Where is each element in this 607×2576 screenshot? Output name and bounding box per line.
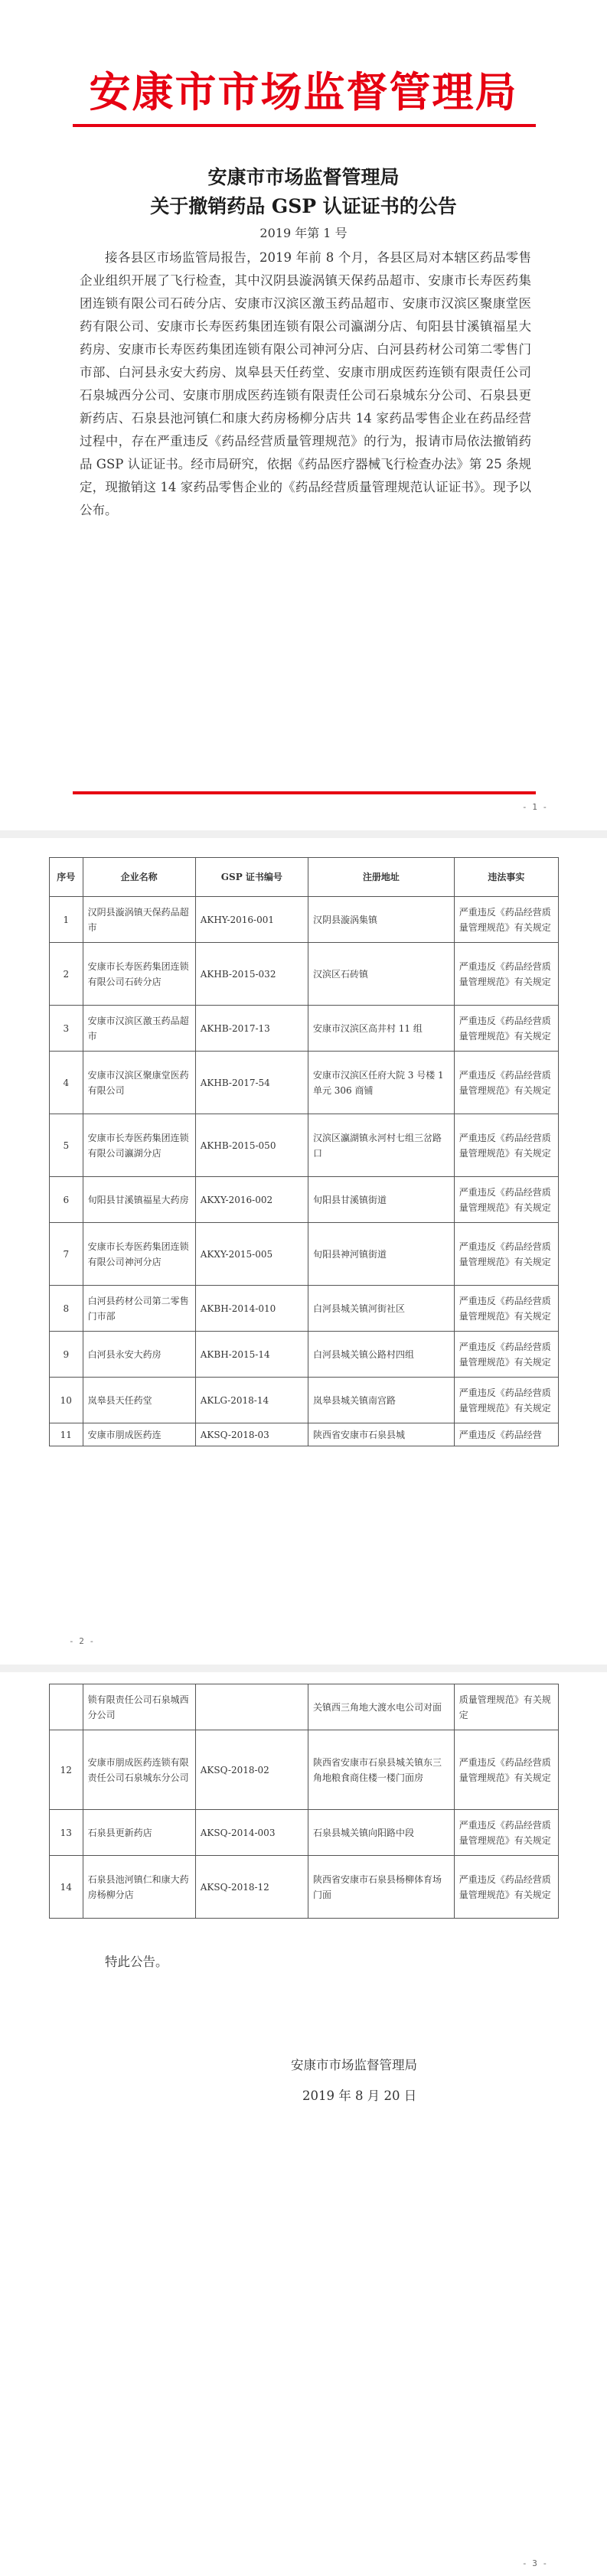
row-address: 白河县城关镇公路村四组 xyxy=(308,1332,454,1378)
page-3 xyxy=(0,1672,607,2576)
row-address: 旬阳县甘溪镇街道 xyxy=(308,1177,454,1223)
row-address: 汉滨区瀛湖镇永河村七组三岔路口 xyxy=(308,1114,454,1177)
table-row xyxy=(50,1378,559,1423)
row-address: 白河县城关镇河街社区 xyxy=(308,1286,454,1332)
row-no: 1 xyxy=(50,897,83,943)
row-company: 安康市朋成医药连锁有限责任公司石泉城东分公司 xyxy=(83,1730,195,1810)
table-row xyxy=(50,1856,559,1919)
row-violation: 质量管理规范》有关规定 xyxy=(454,1684,558,1730)
red-divider-top xyxy=(73,124,536,127)
row-address: 陕西省安康市石泉县杨柳体育场门面 xyxy=(308,1856,454,1919)
table-row xyxy=(50,1052,559,1114)
row-company: 安康市长寿医药集团连锁有限公司神河分店 xyxy=(83,1223,195,1286)
row-cert: AKXY-2016-002 xyxy=(195,1177,308,1223)
table-row xyxy=(50,1684,559,1730)
row-company: 石泉县池河镇仁和康大药房杨柳分店 xyxy=(83,1856,195,1919)
header-company: 企业名称 xyxy=(83,858,195,897)
row-company: 旬阳县甘溪镇福星大药房 xyxy=(83,1177,195,1223)
row-cert: AKHB-2017-13 xyxy=(195,1006,308,1052)
row-no: 10 xyxy=(50,1378,83,1423)
row-company: 白河县永安大药房 xyxy=(83,1332,195,1378)
row-no: 5 xyxy=(50,1114,83,1177)
row-company: 安康市长寿医药集团连锁有限公司石砖分店 xyxy=(83,943,195,1006)
row-cert: AKHB-2015-050 xyxy=(195,1114,308,1177)
page-1 xyxy=(0,0,607,830)
row-no: 6 xyxy=(50,1177,83,1223)
row-no: 9 xyxy=(50,1332,83,1378)
signature-date: 2019 年 8 月 20 日 xyxy=(302,2089,417,2103)
row-company: 安康市汉滨区激玉药品超市 xyxy=(83,1006,195,1052)
header-violation: 违法事实 xyxy=(454,858,558,897)
row-company: 石泉县更新药店 xyxy=(83,1810,195,1856)
row-address: 陕西省安康市石泉县城 xyxy=(308,1423,454,1446)
signature-organization: 安康市市场监督管理局 xyxy=(291,2058,417,2072)
row-cert: AKBH-2014-010 xyxy=(195,1286,308,1332)
row-address: 陕西省安康市石泉县城关镇东三角地粮食商住楼一楼门面房 xyxy=(308,1730,454,1810)
row-no: 2 xyxy=(50,943,83,1006)
row-violation: 严重违反《药品经营质量管理规范》有关规定 xyxy=(454,1177,558,1223)
row-company: 安康市汉滨区聚康堂医药有限公司 xyxy=(83,1052,195,1114)
page-number: - 2 - xyxy=(69,1636,95,1646)
notice-body: 接各县区市场监管局报告，2019 年前 8 个月，各县区局对本辖区药品零售企业组织开展了飞行检查，其中汉阴县漩涡镇天保药品超市、安康市长寿医药集团连锁有限公司石砖分店、安康市汉滨区激玉药品超市、安康市汉滨区聚康堂医药有限公司、安康市长寿医药集团连锁有限公司瀛湖分店、旬阳县甘溪镇福星大药房、安康市长寿医药集团连锁有限公司神河分店、白河县药材公司第二零售门市部、白河县永安大药房、岚皋县天任药堂、安康市朋成医药连锁有限责任公司石泉城西分公司、安康市朋成医药连锁有限责任公司石泉城东分公司、石泉县更新药店、石泉县池河镇仁和康大药房杨柳分店共 14 家药品零售企业在药品经营过程中，存在严重违反《药品经营质量管理规范》的行为，报请市局依法撤销药品 GSP 认证证书。经市局研究，依据《药品医疗器械飞行检查办法》第 25 条规定，现撤销这 14 家药品零售企业的《药品经营质量管理规范认证证书》。现予以公布。 xyxy=(80,250,531,517)
row-address: 石泉县城关镇向阳路中段 xyxy=(308,1810,454,1856)
row-company: 安康市朋成医药连 xyxy=(83,1423,195,1446)
notice-title-line1: 安康市市场监督管理局 xyxy=(207,166,400,188)
table-row xyxy=(50,1332,559,1378)
row-company: 白河县药材公司第二零售门市部 xyxy=(83,1286,195,1332)
row-cert: AKLG-2018-14 xyxy=(195,1378,308,1423)
row-cert: AKHB-2015-032 xyxy=(195,943,308,1006)
table-row xyxy=(50,943,559,1006)
row-violation: 严重违反《药品经营质量管理规范》有关规定 xyxy=(454,897,558,943)
closing-statement: 特此公告。 xyxy=(105,1955,168,1969)
row-no: 12 xyxy=(50,1730,83,1810)
row-violation: 严重违反《药品经营质量管理规范》有关规定 xyxy=(454,1223,558,1286)
row-company: 岚皋县天任药堂 xyxy=(83,1378,195,1423)
row-cert: AKSQ-2018-02 xyxy=(195,1730,308,1810)
page-number: - 1 - xyxy=(522,802,548,812)
document-number: 2019 年第 1 号 xyxy=(259,226,348,240)
row-violation: 严重违反《药品经营质量管理规范》有关规定 xyxy=(454,1286,558,1332)
row-no: 14 xyxy=(50,1856,83,1919)
table-row xyxy=(50,1810,559,1856)
row-address: 安康市汉滨区任府大院 3 号楼 1 单元 306 商铺 xyxy=(308,1052,454,1114)
row-cert: AKSQ-2014-003 xyxy=(195,1810,308,1856)
row-cert: AKHY-2016-001 xyxy=(195,897,308,943)
table-header-row xyxy=(50,858,559,897)
header-cert: GSP 证书编号 xyxy=(195,858,308,897)
org-banner-title: 安康市市场监督管理局 xyxy=(89,68,518,116)
row-violation: 严重违反《药品经营质量管理规范》有关规定 xyxy=(454,1730,558,1810)
table-row xyxy=(50,1177,559,1223)
table-row xyxy=(50,1006,559,1052)
row-no: 7 xyxy=(50,1223,83,1286)
table-row xyxy=(50,1114,559,1177)
row-violation: 严重违反《药品经营质量管理规范》有关规定 xyxy=(454,1114,558,1177)
row-cert: AKHB-2017-54 xyxy=(195,1052,308,1114)
row-address: 汉滨区石砖镇 xyxy=(308,943,454,1006)
page-2 xyxy=(0,838,607,1665)
row-violation: 严重违反《药品经营质量管理规范》有关规定 xyxy=(454,1332,558,1378)
row-company: 汉阴县漩涡镇天保药品超市 xyxy=(83,897,195,943)
row-violation: 严重违反《药品经营质量管理规范》有关规定 xyxy=(454,1810,558,1856)
row-cert: AKSQ-2018-03 xyxy=(195,1423,308,1446)
row-no: 4 xyxy=(50,1052,83,1114)
table-row xyxy=(50,1730,559,1810)
row-no: 13 xyxy=(50,1810,83,1856)
row-address: 旬阳县神河镇街道 xyxy=(308,1223,454,1286)
revoked-certificates-table xyxy=(49,857,559,1446)
row-company: 安康市长寿医药集团连锁有限公司瀛湖分店 xyxy=(83,1114,195,1177)
row-no: 3 xyxy=(50,1006,83,1052)
row-violation: 严重违反《药品经营质量管理规范》有关规定 xyxy=(454,1856,558,1919)
table-row xyxy=(50,1423,559,1446)
page-number: - 3 - xyxy=(522,2558,548,2568)
row-violation: 严重违反《药品经营质量管理规范》有关规定 xyxy=(454,1378,558,1423)
row-address: 安康市汉滨区高井村 11 组 xyxy=(308,1006,454,1052)
table-row xyxy=(50,1286,559,1332)
row-violation: 严重违反《药品经营质量管理规范》有关规定 xyxy=(454,1006,558,1052)
revoked-certificates-table-continued xyxy=(49,1684,559,1919)
row-address: 汉阴县漩涡集镇 xyxy=(308,897,454,943)
row-violation: 严重违反《药品经营质量管理规范》有关规定 xyxy=(454,943,558,1006)
table-row xyxy=(50,897,559,943)
notice-title-line2: 关于撤销药品 GSP 认证证书的公告 xyxy=(150,195,457,217)
header-no: 序号 xyxy=(50,858,83,897)
row-cert: AKBH-2015-14 xyxy=(195,1332,308,1378)
row-company: 锁有限责任公司石泉城西分公司 xyxy=(83,1684,195,1730)
row-address: 岚皋县城关镇南宫路 xyxy=(308,1378,454,1423)
row-cert: AKSQ-2018-12 xyxy=(195,1856,308,1919)
row-no: 8 xyxy=(50,1286,83,1332)
red-divider-bottom xyxy=(73,791,536,794)
row-cert: AKXY-2015-005 xyxy=(195,1223,308,1286)
header-address: 注册地址 xyxy=(308,858,454,897)
row-address: 关镇西三角地大渡水电公司对面 xyxy=(308,1684,454,1730)
row-violation: 严重违反《药品经营质量管理规范》有关规定 xyxy=(454,1052,558,1114)
row-violation: 严重违反《药品经营 xyxy=(454,1423,558,1446)
row-no: 11 xyxy=(50,1423,83,1446)
table-row xyxy=(50,1223,559,1286)
